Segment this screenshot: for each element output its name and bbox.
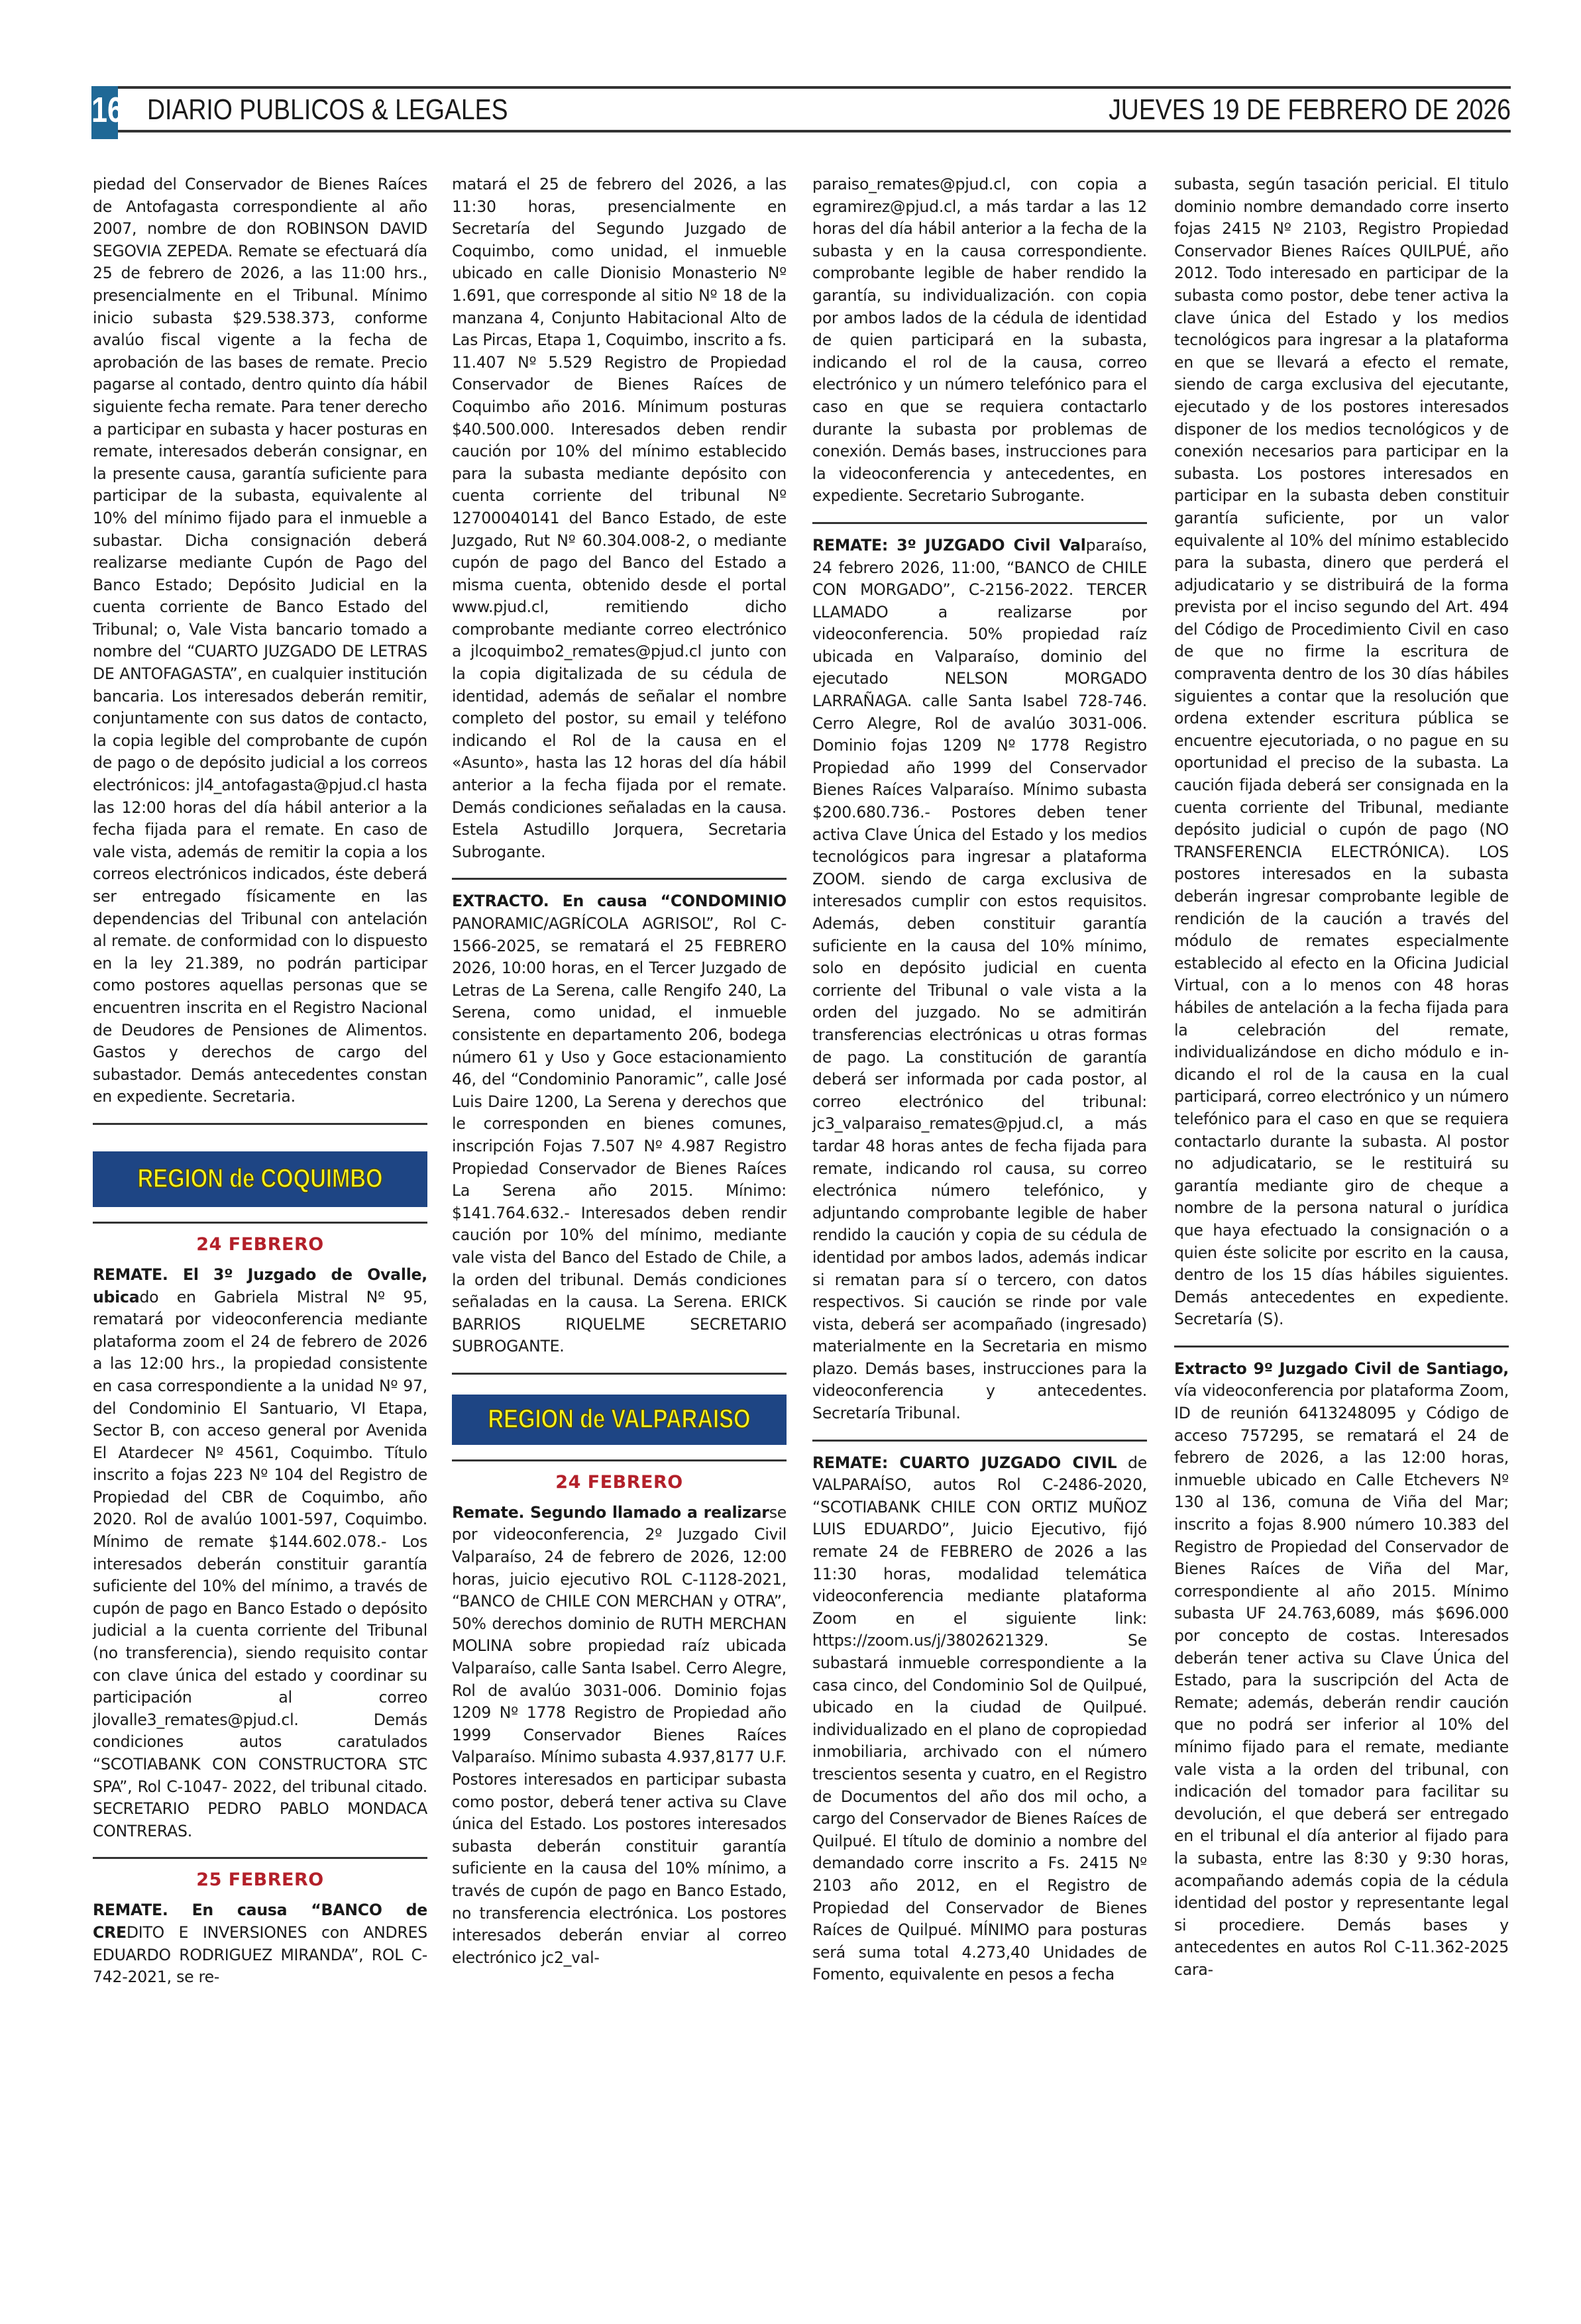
divider <box>93 1222 427 1224</box>
divider <box>812 522 1147 524</box>
section-date: 25 FEBRERO <box>196 1870 324 1891</box>
divider <box>452 1459 787 1461</box>
notice-lead: REMATE. El 3º Juzgado de Ovalle, ubica <box>93 1265 427 1306</box>
divider <box>1174 1346 1509 1347</box>
region-banner-coquimbo <box>93 1151 427 1207</box>
notice <box>1174 1358 1509 1981</box>
page-header <box>91 86 1511 132</box>
notice-lead: Remate. Segundo llamado a realizar <box>452 1503 769 1522</box>
notice-lead: REMATE. En causa “BANCO de CRE <box>93 1901 427 1942</box>
column-1 <box>93 174 427 1989</box>
column-2 <box>452 174 787 1969</box>
notice-body: paraíso, 24 febrero 2026, 11:00, “BANCO de CHILE CON MORGADO”, C-2156-2022. TERCER LLAMADO a realizarse por videoconferencia. 50% propiedad raíz ubicada en Valparaíso, dominio del ejecutado NELSON MORGADO LARRAÑAGA. calle Santa Isabel 728-746. Cerro Alegre, Rol de avalúo 3031-006. Dominio fojas 1209 Nº 1778 Registro Propiedad año 1999 del Conservador Bienes Raíces Valparaíso. Mínimo subasta $200.680.736.- Postores deben tener activa Clave Única del Estado y los medios tecnológicos para ingresar a plataforma ZOOM. siendo de carga exclusiva de interesados cumplir con estos requisitos. Además, deben constituir garantía suficiente en la causa del 10% mínimo, solo en depósito judicial en cuenta corriente del Tribunal o vale vista a la orden del juzgado. No se admitirán transferencias electrónicas u otras formas de pago. La constitución de garantía deberá ser informada por cada postor, al correo electrónico del tribunal: jc3_valparaiso_remates@pjud.cl, a más tardar 48 horas antes de fecha fijada para remate, indicando rol causa, su correo electrónica número telefónico, y adjuntando comprobante legible de haber rendido la caución y copia de su cédula de identidad por ambos lados, además indicar si rematan para sí o tercero, con datos respectivos. Si caución se rinde por vale vista, deberá ser acompañado (ingresado) materialmente en la Secretaria en mismo plazo. Demás bases, instrucciones para la videoconferencia y antecedentes. Secretaría Tribunal. <box>812 535 1147 1423</box>
divider <box>452 1373 787 1375</box>
divider <box>452 878 787 880</box>
divider <box>812 1440 1147 1442</box>
notice <box>93 1264 427 1842</box>
section-date: 24 FEBRERO <box>555 1471 683 1493</box>
divider <box>93 1857 427 1859</box>
notice-body: de VALPARAÍSO, autos Rol C-2486-2020, “SCOTIABANK CHILE CON ORTIZ MUÑOZ LUIS EDUARDO”, Juicio Ejecutivo, fijó remate 24 de FEBRERO de 2026 a las 11:30 horas, modalidad telemática videoconferencia mediante plataforma Zoom en el siguiente link: https://zoom.us/j/3802621329. Se subastará inmueble correspondiente a la casa cinco, del Condominio Sol de Quilpué, ubicado en la ciudad de Quilpué. individualizado en el plano de copropiedad inmobiliaria, archivado con el número trescientos sesenta y cuatro, en el Registro de Documentos del año dos mil ocho, a cargo del Conservador de Bienes Raíces de Quilpué. El título de dominio a nombre del demandado corre inscrito a Fs. 2415 Nº 2103 año 2012, en el Registro de Propiedad del Conservador de Bienes Raíces de Quilpué. MÍNIMO para posturas será suma total 4.273,40 Unidades de Fomento, equivalente en pesos a fecha <box>812 1453 1147 1984</box>
region-banner-label: REGION de COQUIMBO <box>137 1164 383 1194</box>
notice <box>812 535 1147 1425</box>
notice-text: subasta, según tasación pericial. El titulo dominio nombre demandado corre inserto fojas 2415 Nº 2103, Registro Propiedad Conservador Bienes Raíces QUILPUÉ, año 2012. Todo interesado en participar de la subasta como postor, debe tener activa la clave única del Estado y los medios tecnológicos para ingresar a la plataforma en que se llevará a efecto el remate, siendo de carga exclusiva del ejecutante, ejecutado y de los postores interesados disponer de los medios tecnológicos y de conexión necesarios para participar en la subasta. Los postores interesados en participar en la subasta deben constituir garantía suficiente, por un valor equivalente al 10% del mínimo establecido para la subasta, dinero que perderá el adjudicatario y se distribuirá de la forma prevista por el inciso segundo del Art. 494 del Código de Procedimiento Civil en caso de que no firme la escritura de compraventa dentro de los 30 días hábiles siguientes a contar que la resolución que ordena extender escritura pública se encuentre ejecutoriada, o no pague en su oportunidad el preciso de la subasta. La caución fijada deberá ser consignada en la cuenta corriente del Tribunal, mediante depósito judicial o cupón de pago (NO TRANSFERENCIA ELECTRÓNICA). LOS postores interesados en la subasta deberán ingresar comprobante legible de rendición de la caución a través del módulo de remates especialmente establecido al efecto en la Oficina Judicial Virtual, con a lo menos con 48 horas hábiles de antelación a la fecha fijada para la celebración del remate, individualizándose en dicho módulo e in-dicando el rol de la causa en la cual participará, correo electrónico y un número telefónico para el caso en que se requiera contactarlo durante la subasta. Al postor no adjudicatario, se le restituirá su garantía mediante giro de cheque a nombre de la persona natural o jurídica que haya efectuado la consignación o a quien éste solicite por escrito en la causa, dentro de los 15 días hábiles siguientes. Demás antecedentes en expediente. Secretaría (S). <box>1174 175 1509 1329</box>
notice-body: PANORAMIC/AGRÍCOLA AGRISOL”, Rol C-1566-2025, se rematará el 25 FEBRERO 2026, 10:00 horas, en el Tercer Juzgado de Letras de La Serena, calle Rengifo 240, La Serena, como unidad, el inmueble consistente en departamento 206, bodega número 61 y Uso y Goce estacionamiento 46, del “Condominio Panoramic”, calle José Luis Daire 1200, La Serena y derechos que le corresponden en bienes comunes, inscripción Fojas 7.507 Nº 4.987 Registro Propiedad Conservador de Bienes Raíces La Serena año 2015. Mínimo: $141.764.632.- Interesados deben rendir caución por 10% del mínimo, mediante vale vista del Banco del Estado de Chile, a la orden del tribunal. Demás condiciones señaladas en la causa. La Serena. ERICK BARRIOS RIQUELME SECRETARIO SUBROGANTE. <box>452 914 787 1356</box>
column-4 <box>1174 174 1509 1981</box>
notice-text: paraiso_remates@pjud.cl, con copia a egramirez@pjud.cl, a más tardar a las 12 horas del día hábil anterior a la fecha de la subasta y en la causa correspondiente. comprobante legible de haber rendido la garantía, su individualización. con copia por ambos lados de la cédula de identidad de quien participará en la subasta, indicando el rol de la causa, correo electrónico y un número telefónico para el caso en que se requiera contactarlo durante la subasta por problemas de conexión. Demás bases, instrucciones para la videoconferencia y antecedentes, en expediente. Secretario Subrogante. <box>812 175 1147 505</box>
notice-text: matará el 25 de febrero del 2026, a las 11:30 horas, presencialmente en Secretaría del Segundo Juzgado de Coquimbo, como unidad, el inmueble ubicado en calle Dionisio Monasterio Nº 1.691, que corresponde al sitio Nº 18 de la manzana 4, Conjunto Habitacional Alto de Las Pircas, Etapa 1, Coquimbo, inscrito a fs. 11.407 Nº 5.529 Registro de Propiedad Conservador de Bienes Raíces de Coquimbo año 2016. Mínimum posturas $40.500.000. Interesados deben rendir caución por 10% del mínimo establecido para la subasta mediante depósito con cuenta corriente del tribunal Nº 12700040141 del Banco Estado, de este Juzgado, Rut Nº 60.304.008-2, o mediante cupón de pago del Banco del Estado a misma cuenta, obtenido desde el portal www.pjud.cl, remitiendo dicho comprobante mediante correo electrónico a jlcoquimbo2_remates@pjud.cl junto con la copia digitalizada de su cédula de identidad, además de señalar el nombre completo del postor, su email y teléfono indicando el Rol de la causa en el «Asunto», hasta las 12 horas del día hábil anterior a la fecha fijada por el remate. Demás condiciones señaladas en la causa. Estela Astudillo Jorquera, Secretaria Subrogante. <box>452 175 787 861</box>
notice <box>93 1899 427 1988</box>
issue-date: JUEVES 19 DE FEBRERO DE 2026 <box>1109 93 1511 126</box>
column-3 <box>812 174 1147 1986</box>
notice <box>452 1502 787 1969</box>
notice-lead: Extracto 9º Juzgado Civil de Santiago, <box>1174 1359 1509 1378</box>
notice-body: se por videoconferencia, 2º Juzgado Civil Valparaíso, 24 de febrero de 2026, 12:00 horas, juicio ejecutivo ROL C-1128-2021, “BANCO de CHILE CON MERCHAN y OTRA”, 50% derechos dominio de RUTH MERCHAN MOLINA sobre propiedad raíz ubicada Valparaíso, calle Santa Isabel. Cerro Alegre, Rol de avalúo 3031-006. Dominio fojas 1209 Nº 1778 Registro de Propiedad año 1999 Conservador Bienes Raíces Valparaíso. Mínimo subasta 4.937,8177 U.F. Postores interesados en participar subasta como postor, deberá tener activa su Clave única del Estado. Los postores interesados subasta deberán constituir garantía suficiente en la causa del 10% mínimo, a través de cupón de pago en Banco Estado, no transferencia electrónica. Los postores interesados deberán enviar al correo electrónico jc2_val- <box>452 1503 787 1967</box>
notice-body: vía videoconferencia por plataforma Zoom, ID de reunión 6413248095 y Código de acceso 757295, se rematará el 24 de febrero de 2026, a las 12:00 horas, inmueble ubicado en Calle Etchevers Nº 130 al 136, comuna de Viña del Mar; inscrito a fojas 8.900 número 10.383 del Registro de Propiedad del Conservador de Bienes Raíces de Viña del Mar, correspondiente al año 2015. Mínimo subasta UF 24.763,6089, más $696.000 por concepto de costas. Interesados deberán tener activa su Clave Única del Estado, para la suscripción del Acta de Remate; además, deberán rendir caución que no podrá ser inferior al 10% del mínimo fijado para el remate, mediante vale vista a la orden del tribunal, con indicación del tomador para facilitar su devolución, el que deberá ser entregado en el tribunal el día anterior al fijado para la subasta, entre las 8:30 y 9:30 horas, acompañando además copia de la cédula identidad del postor y representante legal si procediere. Demás bases y antecedentes en autos Rol C-11.362-2025 cara- <box>1174 1381 1509 1979</box>
region-banner-valparaiso <box>452 1395 787 1445</box>
divider <box>93 1123 427 1125</box>
notice-lead: EXTRACTO. En causa “CONDOMINIO <box>452 892 787 911</box>
notice-lead: REMATE: CUARTO JUZGADO CIVIL <box>812 1453 1117 1472</box>
notice-body: do en Gabriela Mistral Nº 95, rematará por videoconferencia mediante plataforma zoom el 24 de febrero de 2026 a las 12:00 hrs., la propiedad consistente en casa correspondiente a la unidad Nº 97, del Condominio El Santuario, VI Etapa, Sector B, con acceso general por Avenida El Atardecer Nº 4561, Coquimbo. Título inscrito a fojas 223 Nº 104 del Registro de Propiedad del CBR de Coquimbo, año 2020. Rol de avalúo 1001-597, Coquimbo. Mínimo de remate $144.602.078.- Los interesados deberán constituir garantía suficiente del 10% del mínimo, a través de cupón de pago en Banco Estado o depósito judicial a la cuenta corriente del Tribunal (no transferencia), siendo requisito contar con clave única del estado y coordinar su participación al correo jlovalle3_remates@pjud.cl. Demás condiciones autos caratulados “SCOTIABANK CON CONSTRUCTORA STC SPA”, Rol C-1047- 2022, del tribunal citado. SECRETARIO PEDRO PABLO MONDACA CONTRERAS. <box>93 1287 427 1840</box>
notice-body: DITO E INVERSIONES con ANDRES EDUARDO RODRIGUEZ MIRANDA”, ROL C-742-2021, se re- <box>93 1923 427 1987</box>
page-number: 16 <box>91 86 118 139</box>
notice-text: piedad del Conservador de Bienes Raíces de Antofagasta correspondiente al año 2007, nombre de don ROBINSON DAVID SEGOVIA ZEPEDA. Remate se efectuará día 25 de febrero de 2026, a las 11:00 hrs., presencialmente en el Tribunal. Mínimo inicio subasta $29.538.373, conforme avalúo fiscal vigente a la fecha de aprobación de las bases de remate. Precio pagarse al contado, dentro quinto día hábil siguiente fecha remate. Para tener derecho a participar en subasta y hacer posturas en remate, interesados deberán consignar, en la presente causa, garantía suficiente para participar de la subasta, equivalente al 10% del mínimo fijado para el inmueble a subastar. Dicha consignación deberá realizarse mediante Cupón de Pago del Banco Estado; Depósito Judicial en la cuenta corriente de Banco Estado del Tribunal; o, Vale Vista bancario tomado a nombre del “CUARTO JUZGADO DE LETRAS DE ANTOFAGASTA”, en cualquier institución bancaria. Los interesados deberán remitir, conjuntamente con sus datos de contacto, la copia legible del comprobante de cupón de pago o de depósito judicial a los correos electrónicos: jl4_antofagasta@pjud.cl hasta las 12:00 horas del día hábil anterior a la fecha fijada para el remate. En caso de vale vista, además de remitir la copia a los correos electrónicos indicados, éste deberá ser entregado físicamente en las dependencias del Tribunal con antelación al remate. de conformidad con lo dispuesto en la ley 21.389, no podrán participar como postores aquellas personas que se encuentren inscrita en el Registro Nacional de Deudores de Pensiones de Alimentos. Gastos y derechos de cargo del subastador. Demás antecedentes constan en expediente. Secretaria. <box>93 175 427 1106</box>
notice <box>812 1452 1147 1986</box>
region-banner-label: REGION de VALPARAISO <box>488 1404 751 1434</box>
notice-lead: REMATE: 3º JUZGADO Civil Val <box>812 535 1086 555</box>
publication-title: DIARIO PUBLICOS & LEGALES <box>147 93 508 126</box>
notice <box>452 890 787 1357</box>
section-date: 24 FEBRERO <box>196 1234 324 1255</box>
